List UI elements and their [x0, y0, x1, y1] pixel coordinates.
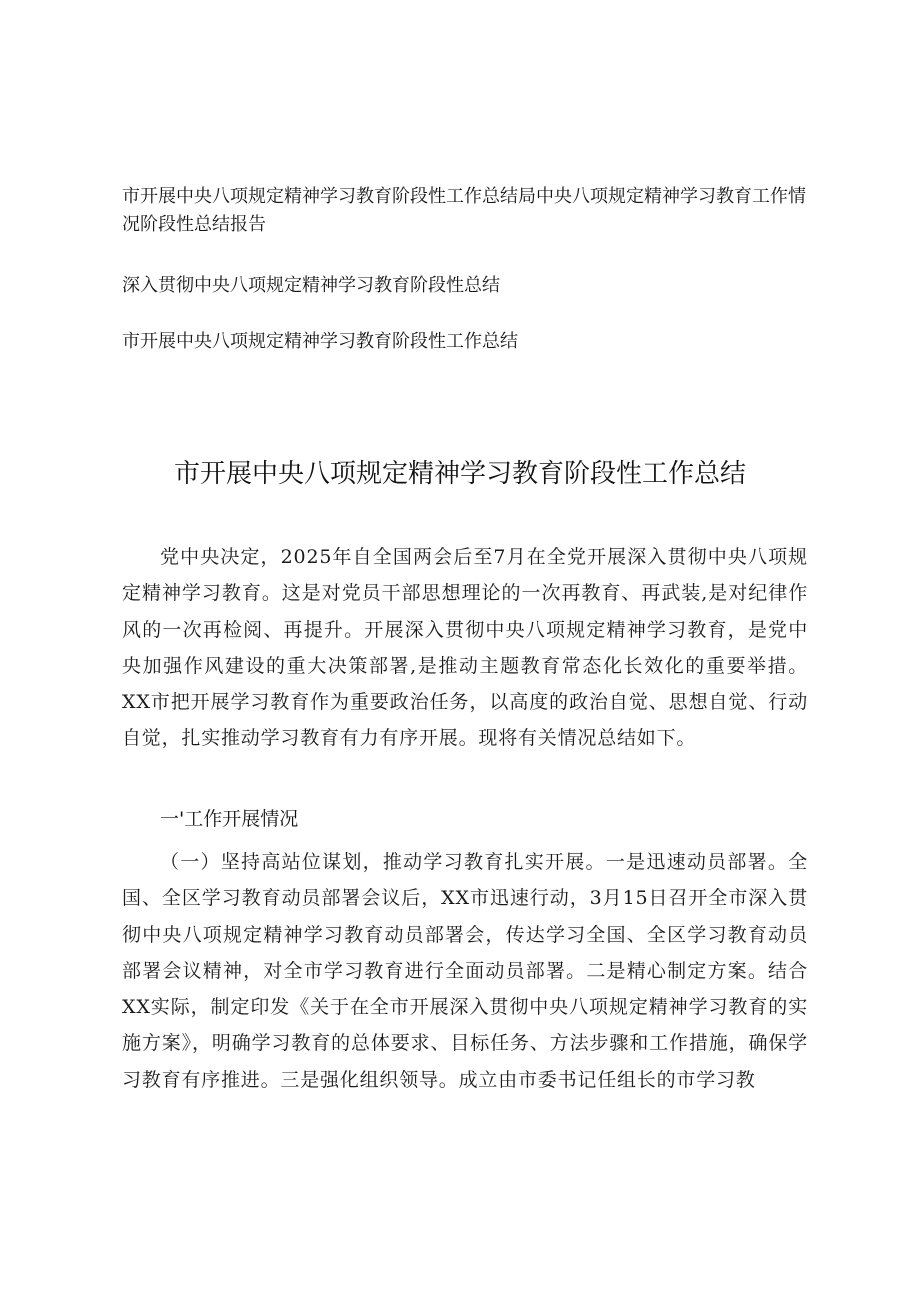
document-title: 市开展中央八项规定精神学习教育阶段性工作总结 — [173, 459, 746, 489]
section-paragraph: （一）坚持高站位谋划，推动学习教育扎实开展。一是迅速动员部署。全国、全区学习教育动员部署会议后，XX市迅速行动，3月15日召开全市深入贯彻中央八项规定精神学习教育动员部署会，传达学习全国、全区学习教育动员部署会议精神，对全市学习教育进行全面动员部署。二是精心制定方案。结合XX实际，制定印发《关于在全市开展深入贯彻中央八项规定精神学习教育的实施方案》，明确学习教育的总体要求、目标任务、方法步骤和工作措施，确保学习教育有序推进。三是强化组织领导。成立由市委书记任组长的市学习教 — [122, 851, 808, 1091]
toc-item-2: 深入贯彻中央八项规定精神学习教育阶段性总结 — [122, 275, 500, 296]
intro-paragraph: 党中央决定，2025年自全国两会后至7月在全党开展深入贯彻中央八项规定精神学习教育。这是对党员干部思想理论的一次再教育、再武装,是对纪律作风的一次再检阅、再提升。开展深入贯彻中央八项规定精神学习教育，是党中央加强作风建设的重大决策部署,是推动主题教育常态化长效化的重要举措。XX市把开展学习教育作为重要政治任务，以高度的政治自觉、思想自觉、行动自觉，扎实推动学习教育有力有序开展。现将有关情况总结如下。 — [122, 546, 808, 750]
section-heading: 一'工作开展情况 — [160, 808, 299, 830]
toc-item-1: 市开展中央八项规定精神学习教育阶段性工作总结局中央八项规定精神学习教育工作情况阶段性总结报告 — [122, 186, 806, 235]
toc-item-3: 市开展中央八项规定精神学习教育阶段性工作总结 — [122, 331, 518, 352]
